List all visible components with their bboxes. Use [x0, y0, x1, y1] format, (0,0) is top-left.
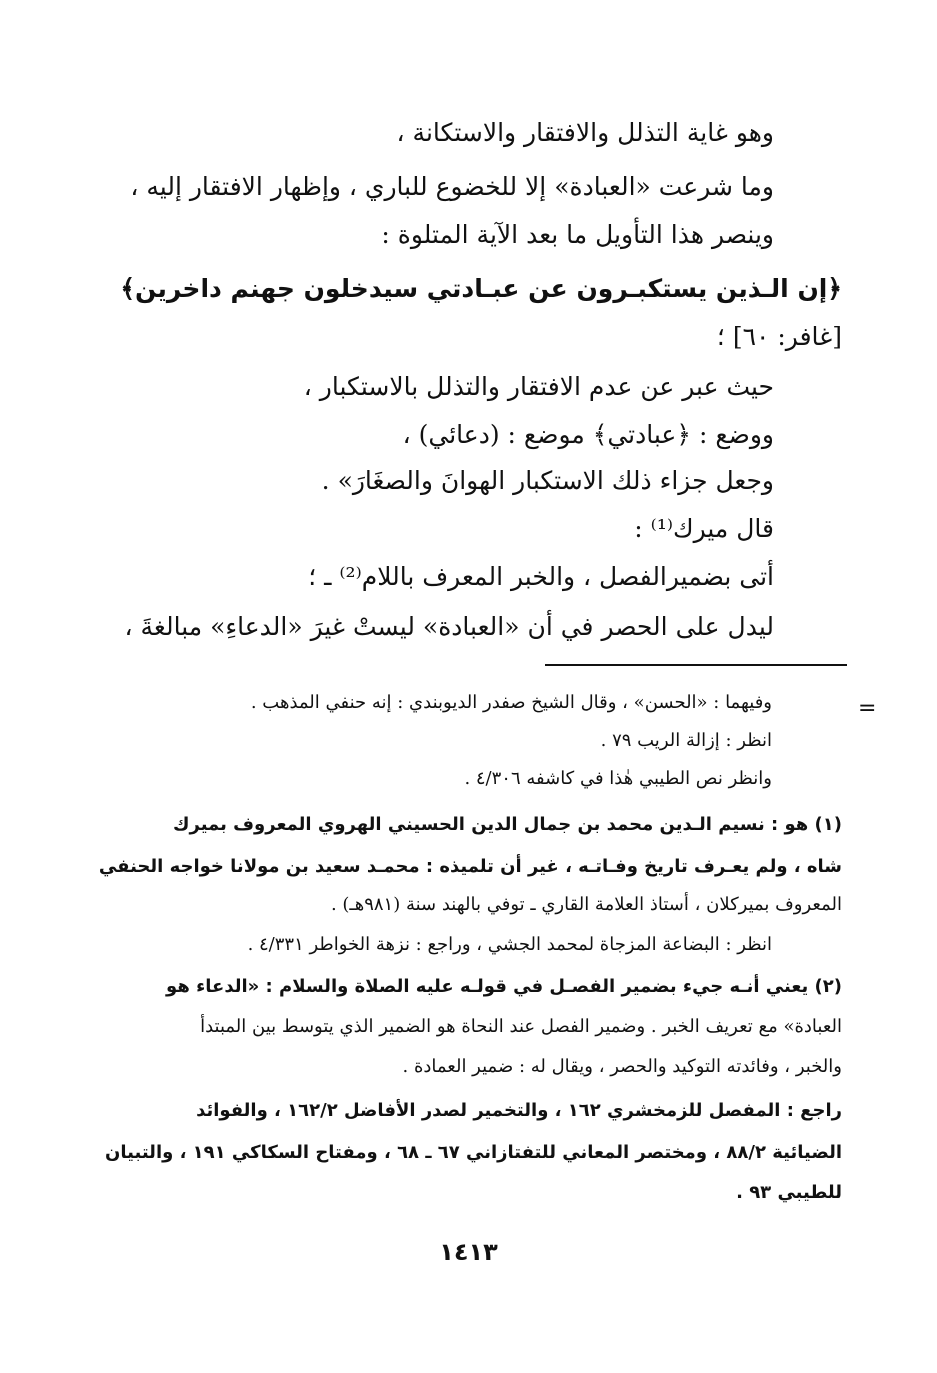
main-line-10: أتى بضميرالفصل ، والخبر المعرف باللام⁽²⁾ ـ ؛ [308, 562, 774, 591]
footnote-1-line-1: (١) هو : نسيم الـدين محمد بن جمال الدين الحسيني الهروي المعروف بميرك [173, 814, 842, 835]
footnote-line-3: وانظر نص الطيبي هٰذا في كاشفه ٤/٣٠٦ . [464, 768, 772, 789]
footnote-2-source-line-1: راجع : المفصل للزمخشري ١٦٢ ، والتخمير لصدر الأفاضل ١٦٢/٢ ، والفوائد [196, 1100, 842, 1121]
footnote-separator [545, 664, 847, 666]
footnote-2-line-1: (٢) يعني أنـه جيء بضمير الفصـل في قولـه عليه الصلاة والسلام : «الدعاء هو [166, 976, 842, 997]
main-line-3: وينصر هذا التأويل ما بعد الآية المتلوة : [381, 220, 774, 249]
footnote-2-source-line-2: الضيائية ٨٨/٢ ، ومختصر المعاني للتفتازاني ٦٧ ـ ٦٨ ، ومفتاح السكاكي ١٩١ ، والتبيان [105, 1142, 842, 1163]
main-line-7: ووضع : ﴿عبادتي﴾ موضع : (دعائي) ، [402, 420, 774, 449]
footnote-2-line-2: العبادة» مع تعريف الخبر . وضمير الفصل عند النحاة هو الضمير الذي يتوسط بين المبتدأ [200, 1016, 842, 1037]
main-line-1: وهو غاية التذلل والافتقار والاستكانة ، [396, 118, 774, 147]
footnote-1-source: انظر : البضاعة المزجاة لمحمد الجشي ، وراجع : نزهة الخواطر ٤/٣٣١ . [247, 934, 772, 955]
main-line-11: ليدل على الحصر في أن «العبادة» ليستْ غيرَ «الدعاءِ» مبالغةَ ، [124, 612, 774, 641]
main-line-6: حيث عبر عن عدم الافتقار والتذلل بالاستكبار ، [303, 372, 774, 401]
page-number: ١٤١٣ [439, 1238, 498, 1266]
quran-verse: ﴿إن الـذين يستكبـرون عن عبـادتي سيدخلون جهنم داخرين﴾ [120, 274, 842, 303]
footnote-2-source-line-3: للطيبي ٩٣ . [736, 1182, 842, 1203]
main-line-2: وما شرعت «العبادة» إلا للخضوع للباري ، وإظهار الافتقار إليه ، [130, 172, 774, 201]
continuation-mark: = [858, 696, 877, 721]
main-line-8: وجعل جزاء ذلك الاستكبار الهوانَ والصغَارَ» . [321, 466, 774, 495]
main-line-9: قال ميرك⁽¹⁾ : [634, 514, 774, 543]
footnote-1-line-3: المعروف بميركلان ، أستاذ العلامة القاري ـ توفي بالهند سنة (٩٨١هـ) . [330, 894, 842, 915]
footnote-line-2: انظر : إزالة الريب ٧٩ . [600, 730, 772, 751]
footnote-2-line-3: والخبر ، وفائدته التوكيد والحصر ، ويقال له : ضمير العمادة . [402, 1056, 842, 1077]
verse-citation: [غافر: ٦٠] ؛ [716, 322, 842, 351]
footnote-1-line-2: شاه ، ولم يعـرف تاريخ وفـاتـه ، غير أن تلميذه : محمـد سعيد بن مولانا خواجه الحنفي [98, 856, 842, 877]
footnote-line-1: وفيهما : «الحسن» ، وقال الشيخ صفدر الديوبندي : إنه حنفي المذهب . [250, 692, 772, 713]
